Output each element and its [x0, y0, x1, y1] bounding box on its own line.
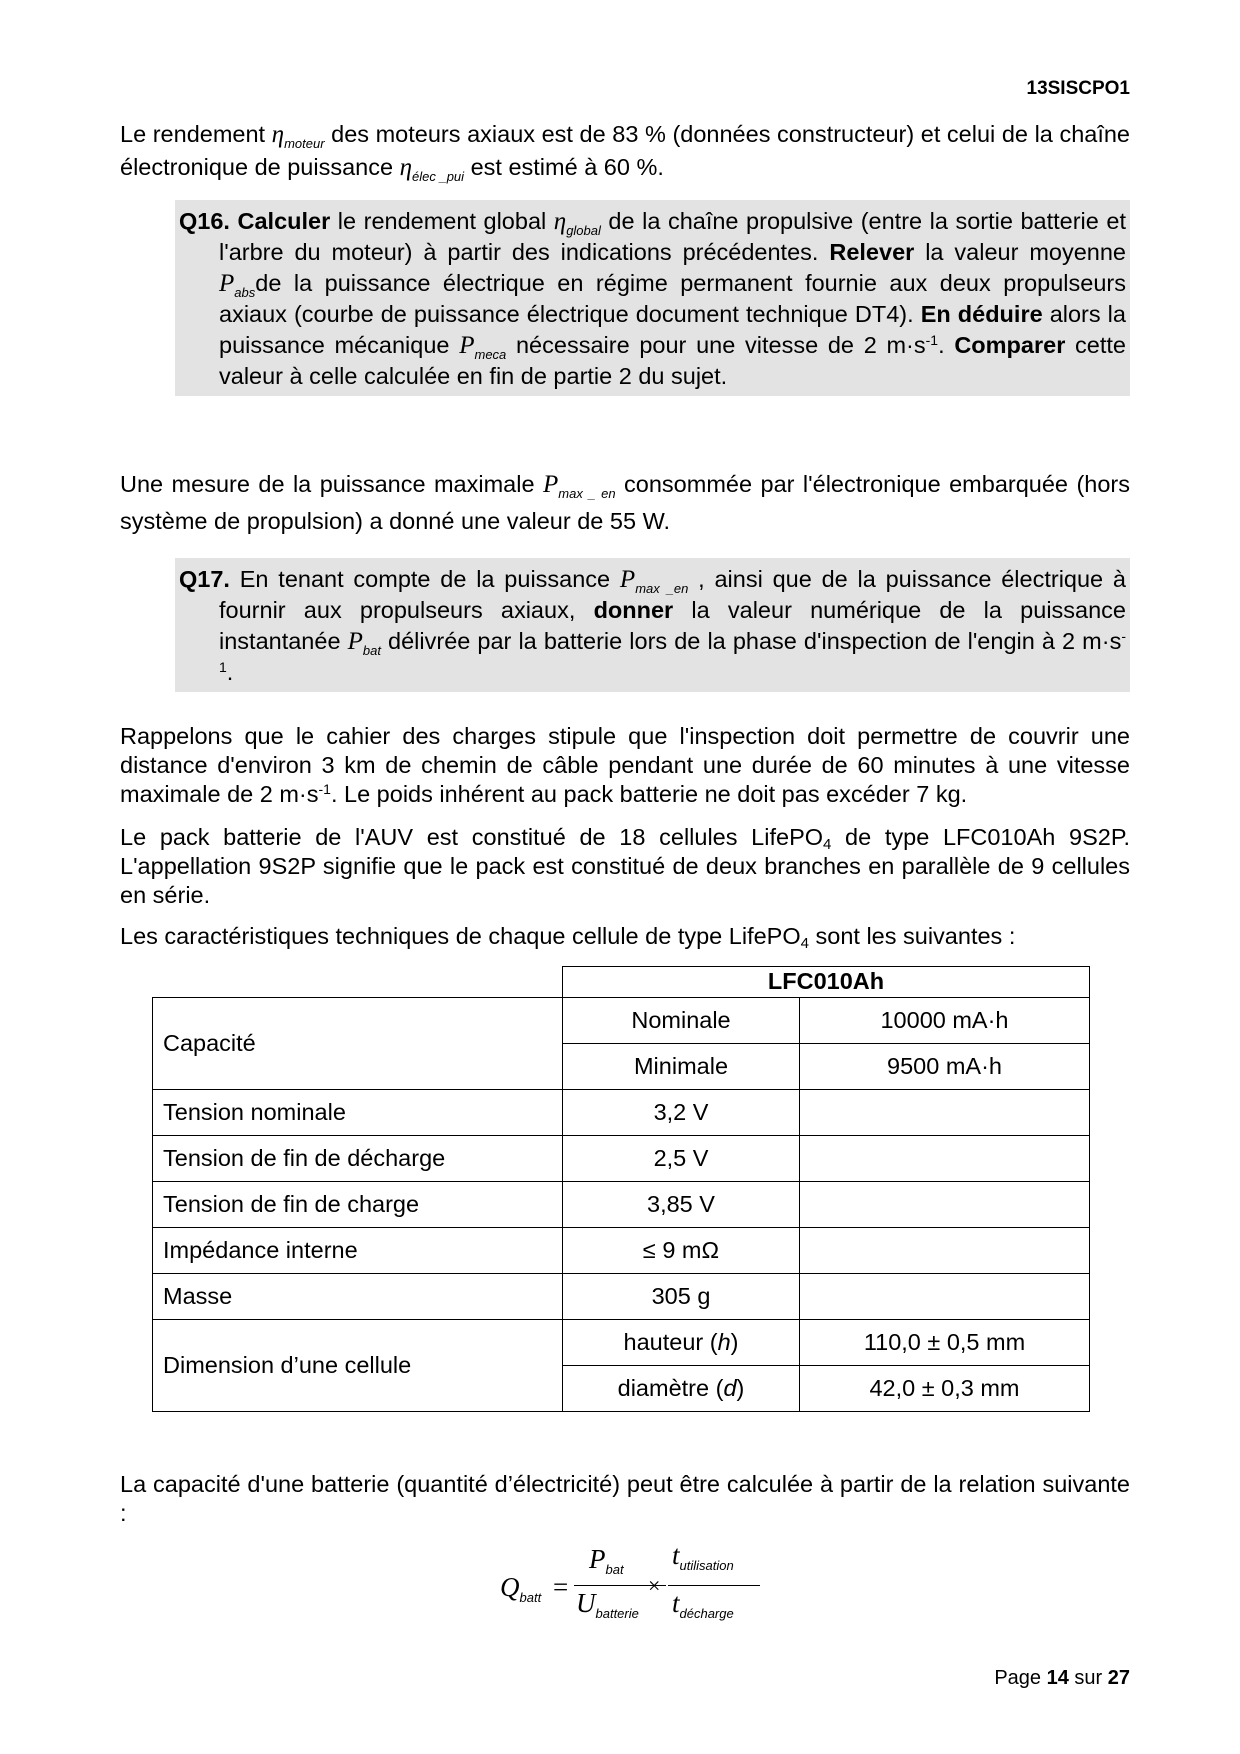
- row-label: Impédance interne: [153, 1227, 563, 1273]
- formula-t-utilisation: [672, 1540, 734, 1573]
- q17-text-3: la valeur numérique de la puissance instantanée: [219, 597, 1126, 654]
- hauteur-label: [563, 1319, 800, 1365]
- cell-spec-table: [152, 966, 1090, 1412]
- nominale-label: Nominale: [563, 997, 800, 1043]
- eta-moteur-sub: moteur: [284, 136, 325, 151]
- eta-elec-sub: élec _pui: [412, 169, 465, 184]
- q16-keyword-calculer: Calculer: [237, 208, 331, 234]
- hauteur-text-b: ): [730, 1328, 739, 1355]
- formula-times: ×: [648, 1573, 661, 1598]
- q16-keyword-relever: Relever: [829, 239, 915, 265]
- cahier-exponent: -1: [318, 781, 331, 797]
- row-value: 3,2 V: [563, 1089, 800, 1135]
- formula-u-sub: batterie: [595, 1606, 639, 1621]
- q16-text-3: la valeur moyenne: [914, 239, 1126, 265]
- p-max-en-sub-2: max _en: [635, 581, 689, 596]
- table-empty-corner: [153, 967, 563, 998]
- pack-paragraph: [120, 823, 1130, 910]
- fraction-bar-2: [668, 1585, 760, 1586]
- minimale-value: 9500 mA·h: [800, 1043, 1090, 1089]
- q17-text-5: .: [226, 659, 234, 685]
- formula-t-symbol-2: t: [672, 1588, 680, 1618]
- eta-global-sub: global: [566, 223, 601, 238]
- intro-text-3: est estimé à 60 %.: [464, 154, 664, 180]
- formula-q: [500, 1572, 542, 1605]
- carac-text-1: Les caractéristiques techniques de chaque cellule de type LifePO: [120, 923, 801, 949]
- carac-paragraph: [120, 922, 1130, 951]
- minimale-label: Minimale: [563, 1043, 800, 1089]
- row-label: Tension de fin de décharge: [153, 1135, 563, 1181]
- formula-p-bat: [589, 1544, 624, 1577]
- row-label: Tension de fin de charge: [153, 1181, 563, 1227]
- formula-t-top-sub: utilisation: [679, 1558, 734, 1573]
- capacite-text: La capacité d'une batterie (quantité d’électricité) peut être calculée à partir de la relation suivante :: [120, 1471, 1130, 1526]
- pmax-text-2: consommée par l'électronique embarquée (hors système de propulsion) a donné une valeur de 55 W.: [120, 471, 1130, 534]
- intro-text-2: des moteurs axiaux est de 83 % (données constructeur) et celui de la chaîne électronique de puissance: [120, 121, 1131, 180]
- q17-number: Q17.: [179, 566, 230, 592]
- q17-text: [179, 564, 1126, 688]
- footer-sur: sur: [1068, 1667, 1108, 1689]
- p-bat-sub: bat: [362, 643, 381, 658]
- cahier-text-2: . Le poids inhérent au pack batterie ne doit pas excéder 7 kg.: [330, 781, 968, 807]
- capacite-paragraph: [120, 1470, 1130, 1528]
- footer-page-word: Page: [994, 1667, 1047, 1689]
- row-value: 2,5 V: [563, 1135, 800, 1181]
- row-label: Tension nominale: [153, 1089, 563, 1135]
- table-header-lfc010ah: LFC010Ah: [563, 967, 1090, 998]
- intro-text-1: Le rendement: [120, 121, 272, 147]
- q16-text: [179, 206, 1126, 392]
- q16-text-4: de la puissance électrique en régime permanent fournie aux deux propulseurs axiaux (courbe de puissance électrique document technique DT4).: [219, 270, 1126, 327]
- pmax-text-1: Une mesure de la puissance maximale: [120, 471, 543, 497]
- p-max-en-sub: max _ en: [558, 486, 616, 501]
- q17-keyword-donner: donner: [593, 597, 674, 623]
- q16-text-5: alors la puissance mécanique: [219, 301, 1126, 358]
- row-label: Masse: [153, 1273, 563, 1319]
- row-empty-cell: [800, 1135, 1090, 1181]
- page-footer: [994, 1664, 1130, 1693]
- intro-paragraph: [120, 118, 1130, 184]
- p-meca-sub: meca: [474, 347, 507, 362]
- formula-t-symbol-1: t: [672, 1540, 680, 1570]
- p-bat-symbol: P: [347, 628, 363, 655]
- formula-equals: =: [553, 1572, 569, 1602]
- table-row: [153, 1135, 1090, 1181]
- footer-page-number: 14: [1046, 1667, 1069, 1689]
- capacite-label: Capacité: [153, 997, 563, 1089]
- formula-t-decharge: [672, 1588, 734, 1621]
- row-empty-cell: [800, 1089, 1090, 1135]
- cahier-text-1: Rappelons que le cahier des charges stipule que l'inspection doit permettre de couvrir une distance d'environ 3 km de chemin de câble pendant une durée de 60 minutes à une vitesse maximale de 2 m·s: [120, 723, 1130, 807]
- hauteur-var: h: [717, 1328, 731, 1355]
- q16-number: Q16.: [179, 208, 230, 234]
- pack-text-1: Le pack batterie de l'AUV est constitué de 18 cellules LifePO: [120, 824, 824, 850]
- row-value: ≤ 9 mΩ: [563, 1227, 800, 1273]
- q17-text-2: , ainsi que de la puissance électrique à fournir aux propulseurs axiaux,: [219, 566, 1126, 623]
- row-value: 3,85 V: [563, 1181, 800, 1227]
- pmax-paragraph: [120, 466, 1130, 539]
- q16-text-1: le rendement global: [330, 208, 554, 234]
- pack-sub-4: 4: [823, 836, 832, 853]
- q16-text-2: de la chaîne propulsive (entre la sortie batterie et l'arbre du moteur) à partir des indications précédentes.: [219, 208, 1126, 265]
- table-row: [153, 1319, 1090, 1365]
- row-value: 305 g: [563, 1273, 800, 1319]
- p-abs-sub: abs: [234, 285, 256, 300]
- table-row: [153, 1181, 1090, 1227]
- row-empty-cell: [800, 1227, 1090, 1273]
- question-16: [175, 200, 1130, 396]
- q17-exponent: -1: [219, 628, 1127, 675]
- p-abs-symbol: P: [219, 270, 235, 297]
- diametre-label: [563, 1365, 800, 1411]
- q16-keyword-comparer: Comparer: [954, 332, 1066, 358]
- q17-text-4: délivrée par la batterie lors de la phase d'inspection de l'engin à 2 m·s: [380, 628, 1122, 654]
- eta-symbol-2: η: [399, 154, 412, 181]
- formula-q-symbol: Q: [500, 1572, 520, 1602]
- diametre-value: 42,0 ± 0,3 mm: [800, 1365, 1090, 1411]
- footer-total-pages: 27: [1107, 1667, 1130, 1689]
- carac-sub-4: 4: [800, 935, 809, 952]
- formula-q-sub: batt: [519, 1590, 542, 1605]
- q16-text-6: nécessaire pour une vitesse de 2 m·s: [506, 332, 926, 358]
- formula-u-batterie: [576, 1588, 639, 1621]
- dimension-label: Dimension d’une cellule: [153, 1319, 563, 1411]
- hauteur-text-a: hauteur (: [623, 1328, 718, 1355]
- row-empty-cell: [800, 1181, 1090, 1227]
- table-row: [153, 1273, 1090, 1319]
- table-row: [153, 997, 1090, 1043]
- eta-symbol: η: [271, 121, 285, 148]
- formula-u-symbol: U: [576, 1588, 596, 1618]
- nominale-value: 10000 mA·h: [800, 997, 1090, 1043]
- question-17: [175, 558, 1130, 692]
- carac-text-2: sont les suivantes :: [808, 923, 1016, 949]
- p-max-en-symbol: P: [542, 471, 559, 498]
- q17-text-1: En tenant compte de la puissance: [229, 566, 620, 592]
- cahier-paragraph: [120, 722, 1130, 809]
- q16-keyword-en-deduire: En déduire: [920, 301, 1043, 327]
- diametre-text-b: ): [736, 1374, 745, 1401]
- p-meca-symbol: P: [459, 332, 475, 359]
- table-header-row: [153, 967, 1090, 998]
- capacity-formula: [500, 1540, 760, 1630]
- hauteur-value: 110,0 ± 0,5 mm: [800, 1319, 1090, 1365]
- p-max-en-symbol-2: P: [619, 566, 636, 593]
- table-row: [153, 1089, 1090, 1135]
- formula-p-sub: bat: [605, 1562, 624, 1577]
- document-code: 13SISCPO1: [1026, 78, 1130, 99]
- q16-text-8: cette valeur à celle calculée en fin de partie 2 du sujet.: [219, 332, 1126, 389]
- q16-text-7: .: [938, 332, 955, 358]
- q16-exponent: -1: [925, 332, 939, 348]
- row-empty-cell: [800, 1273, 1090, 1319]
- diametre-var: d: [723, 1374, 737, 1401]
- diametre-text-a: diamètre (: [617, 1374, 724, 1401]
- eta-global-symbol: η: [553, 208, 567, 235]
- pack-text-2: de type LFC010Ah 9S2P. L'appellation 9S2P signifie que le pack est constitué de deux branches en parallèle de 9 cellules en série.: [120, 824, 1130, 908]
- table-row: [153, 1227, 1090, 1273]
- formula-t-bot-sub: décharge: [679, 1606, 734, 1621]
- formula-p-symbol: P: [589, 1544, 606, 1574]
